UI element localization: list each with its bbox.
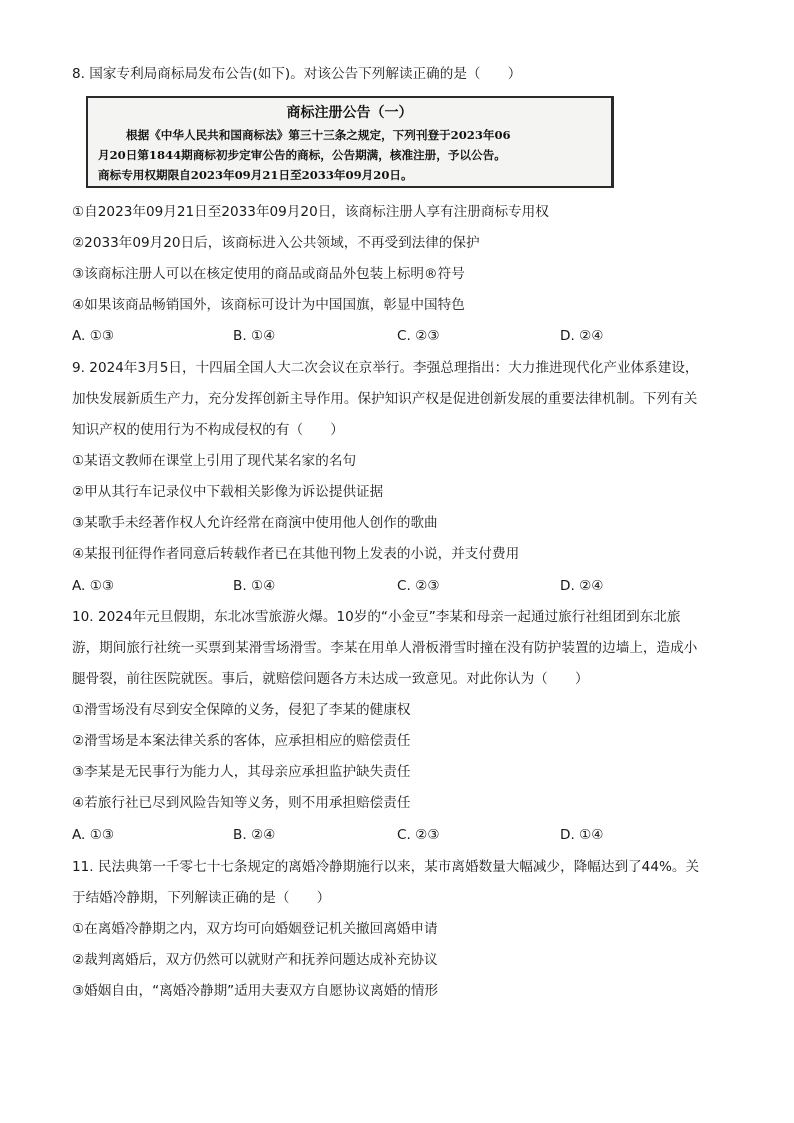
- trademark-notice-image: [86, 96, 614, 188]
- q11-item-2: ②裁判离婚后，双方仍然可以就财产和抚养问题达成补充协议: [72, 952, 438, 968]
- q8-option-b: B. ①④: [233, 328, 276, 344]
- q8-option-c: C. ②③: [397, 328, 440, 344]
- notice-line-2: 月20日第1844期商标初步定审公告的商标，公告期满，核准注册，予以公告。: [98, 148, 506, 162]
- q8-options: [72, 326, 732, 346]
- q8-item-3: ③该商标注册人可以在核定使用的商品或商品外包装上标明®符号: [72, 266, 465, 282]
- q11-item-3: ③婚姻自由，“离婚冷静期”适用夫妻双方自愿协议离婚的情形: [72, 983, 439, 999]
- q10-item-4: ④若旅行社已尽到风险告知等义务，则不用承担赔偿责任: [72, 795, 411, 811]
- q9-option-b: B. ①④: [233, 578, 276, 594]
- notice-line-1: 根据《中华人民共和国商标法》第三十三条之规定，下列刊登于2023年06: [126, 128, 511, 142]
- q10-option-b: B. ②④: [233, 827, 276, 843]
- q10-option-c: C. ②③: [397, 827, 440, 843]
- q9-option-c: C. ②③: [397, 578, 440, 594]
- q10-options: [72, 825, 732, 845]
- q8-option-d: D. ②④: [560, 328, 604, 344]
- question-11-stem-line-1: 11. 民法典第一千零七十七条规定的离婚冷静期施行以来，某市离婚数量大幅减少，降幅达到了44%。关: [72, 859, 700, 875]
- question-8-stem: 8. 国家专利局商标局发布公告(如下)。对该公告下列解读正确的是（ ）: [72, 66, 522, 82]
- q9-item-2: ②甲从其行车记录仪中下载相关影像为诉讼提供证据: [72, 484, 384, 500]
- q9-options: [72, 576, 732, 596]
- question-9-stem-line-1: 9. 2024年3月5日，十四届全国人大二次会议在京举行。李强总理指出：大力推进现代化产业体系建设，: [72, 360, 699, 376]
- q9-option-d: D. ②④: [560, 578, 604, 594]
- q9-item-4: ④某报刊征得作者同意后转载作者已在其他刊物上发表的小说，并支付费用: [72, 546, 520, 562]
- notice-title: 商标注册公告（一）: [286, 105, 413, 121]
- question-11-stem-line-2: 于结婚冷静期，下列解读正确的是（ ）: [72, 890, 331, 906]
- q8-item-1: ①自2023年09月21日至2033年09月20日，该商标注册人享有注册商标专用权: [72, 204, 549, 220]
- q11-item-1: ①在离婚冷静期之内，双方均可向婚姻登记机关撤回离婚申请: [72, 921, 438, 937]
- q10-item-2: ②滑雪场是本案法律关系的客体，应承担相应的赔偿责任: [72, 733, 411, 749]
- q9-option-a: A. ①③: [72, 578, 115, 594]
- q8-item-4: ④如果该商品畅销国外，该商标可设计为中国国旗，彰显中国特色: [72, 297, 465, 313]
- question-9-stem-line-2: 加快发展新质生产力，充分发挥创新主导作用。保护知识产权是促进创新发展的重要法律机制。下列有关: [72, 391, 698, 407]
- question-10-stem-line-3: 腿骨裂，前往医院就医。事后，就赔偿问题各方未达成一致意见。对此你认为（ ）: [72, 671, 589, 687]
- notice-line-3: 商标专用权期限自2023年09月21日至2033年09月20日。: [98, 168, 413, 182]
- q9-item-3: ③某歌手未经著作权人允许经常在商演中使用他人创作的歌曲: [72, 515, 438, 531]
- q10-item-3: ③李某是无民事行为能力人，其母亲应承担监护缺失责任: [72, 764, 411, 780]
- q9-item-1: ①某语文教师在课堂上引用了现代某名家的名句: [72, 453, 357, 469]
- q10-option-d: D. ①④: [560, 827, 604, 843]
- question-9-stem-line-3: 知识产权的使用行为不构成侵权的有（ ）: [72, 422, 344, 438]
- q8-option-a: A. ①③: [72, 328, 115, 344]
- question-10-stem-line-2: 游，期间旅行社统一买票到某滑雪场滑雪。李某在用单人滑板滑雪时撞在没有防护装置的边墙上，造成小: [72, 640, 698, 656]
- question-10-stem-line-1: 10. 2024年元旦假期，东北冰雪旅游火爆。10岁的“小金豆”李某和母亲一起通过旅行社组团到东北旅: [72, 609, 681, 625]
- q8-item-2: ②2033年09月20日后，该商标进入公共领域，不再受到法律的保护: [72, 235, 480, 251]
- q10-option-a: A. ①③: [72, 827, 115, 843]
- q10-item-1: ①滑雪场没有尽到安全保障的义务，侵犯了李某的健康权: [72, 702, 411, 718]
